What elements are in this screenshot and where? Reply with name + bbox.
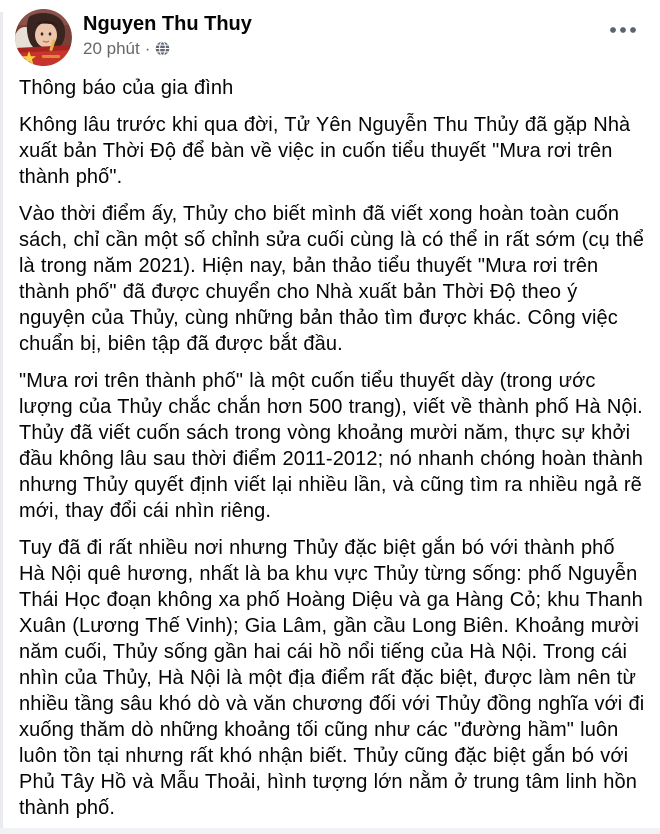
meta-separator: ·	[144, 39, 151, 58]
post-content	[3, 66, 660, 821]
globe-privacy-icon	[155, 41, 170, 56]
post-paragraph: "Mưa rơi trên thành phố" là một cuốn tiểu thuyết dày (trong ước lượng của Thủy chắc chắn hơn 500 trang), viết về thành phố Hà Nội. Thủy đã viết cuốn sách trong vòng khoảng mười năm, thực sự khởi đầu không lâu sau thời điểm 2011-2012; nó nhanh chóng hoàn thành nhưng Thủy quyết định viết lại nhiều lần, và cũng tìm ra nhiều ngả rẽ mới, thay đổi cái nhìn riêng.	[19, 370, 644, 522]
post-paragraph: Vào thời điểm ấy, Thủy cho biết mình đã viết xong hoàn toàn cuốn sách, chỉ cần một số chỉnh sửa cuối cùng là có thể in rất sớm (cụ thể là trong năm 2021). Hiện nay, bản thảo tiểu thuyết "Mưa rơi trên thành phố" đã được chuyển cho Nhà xuất bản Thời Độ theo ý nguyện của Thủy, cùng những bản thảo tìm được khác. Công việc chuẩn bị, biên tập đã được bắt đầu.	[19, 203, 645, 355]
page-background-bottom	[0, 828, 660, 834]
author-name[interactable]: Nguyen Thu Thuy	[83, 13, 252, 35]
post-timestamp[interactable]: 20 phút	[83, 39, 140, 58]
post-paragraph: Tuy đã đi rất nhiều nơi nhưng Thủy đặc biệt gắn bó với thành phố Hà Nội quê hương, nhất là ba khu vực Thủy từng sống: phố Nguyễn Thái Học đoạn không xa phố Hoàng Diệu và ga Hàng Cỏ; khu Thanh Xuân (Lương Thế Vinh); Gia Lâm, gần cầu Long Biên. Khoảng mười năm cuối, Thủy sống gần hai cái hồ nổi tiếng của Hà Nội. Trong cái nhìn của Thủy, Hà Nội là một địa điểm rất đặc biệt, được làm nên từ nhiều tầng sâu khó dò và văn chương đối với Thủy đồng nghĩa với đi xuống thăm dò những khoảng tối cũng như các "đường hầm" luôn luôn tồn tại nhưng rất khó nhận biết. Thủy cũng đặc biệt gắn bó với Phủ Tây Hồ và Mẫu Thoải, hình tượng lớn nằm ở trung tâm linh hồn thành phố.	[19, 537, 645, 819]
post-meta	[83, 38, 602, 59]
post-header	[3, 0, 660, 66]
facebook-post-card	[3, 0, 660, 828]
post-header-info	[83, 9, 602, 59]
avatar-photo	[15, 9, 72, 66]
post-options-button[interactable]	[602, 19, 644, 41]
post-paragraph: Không lâu trước khi qua đời, Tử Yên Nguyễn Thu Thủy đã gặp Nhà xuất bản Thời Độ để bàn về việc in cuốn tiểu thuyết "Mưa rơi trên thành phố".	[19, 114, 631, 188]
ellipsis-icon	[608, 25, 638, 35]
post-paragraph: Thông báo của gia đình	[19, 77, 234, 99]
author-avatar[interactable]	[15, 9, 72, 66]
